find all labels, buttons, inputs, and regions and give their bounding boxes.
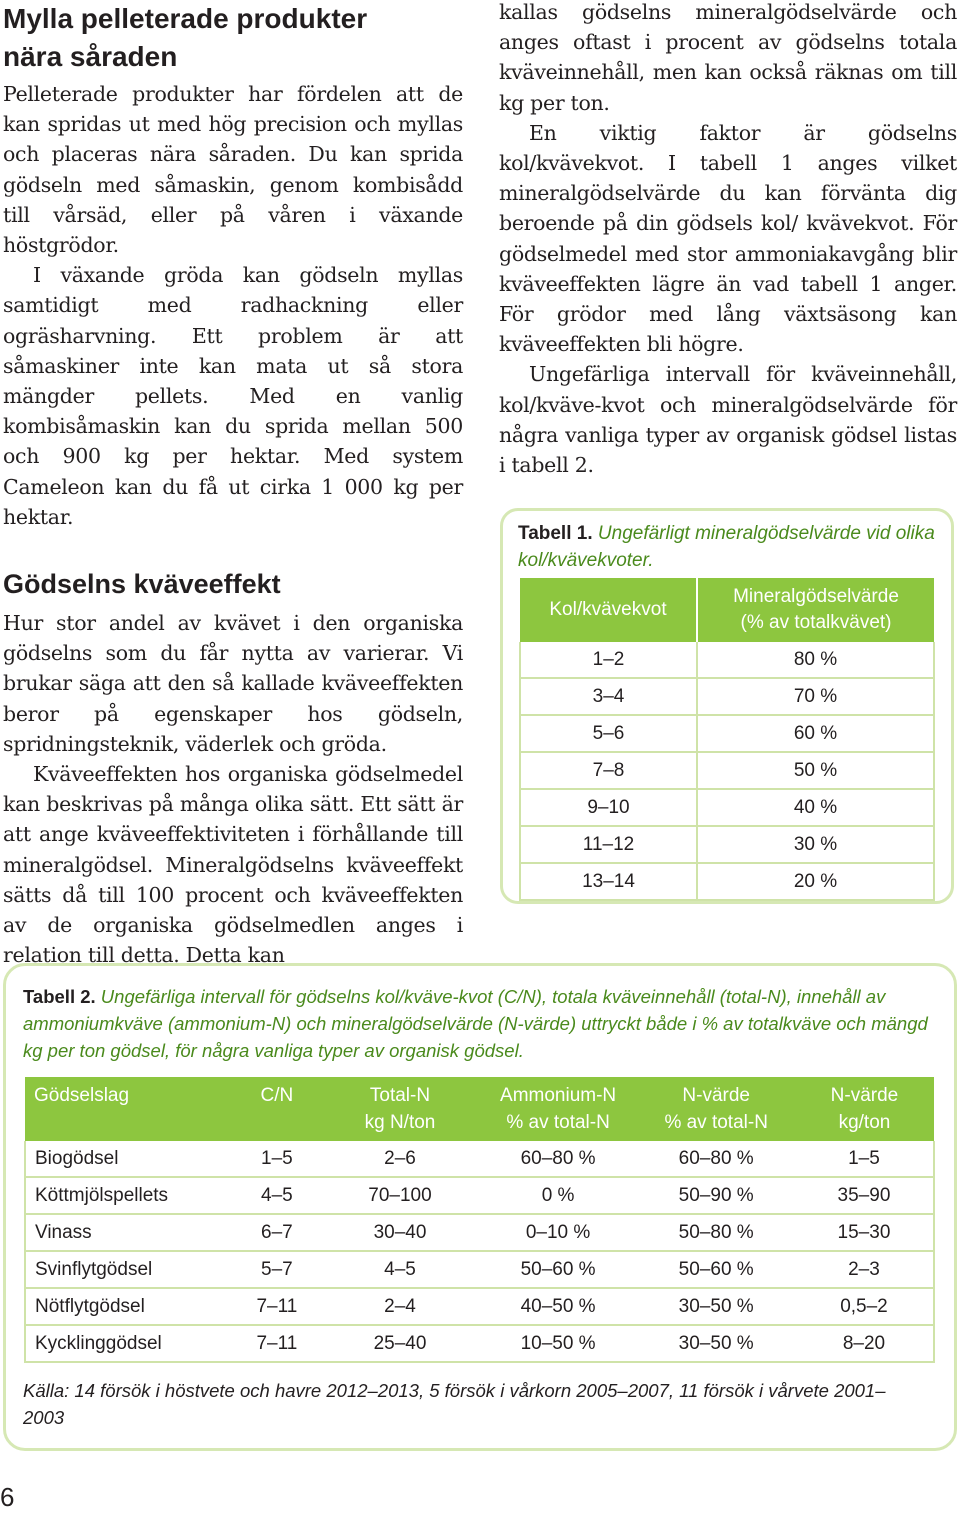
table2-header-cn (233, 1077, 322, 1141)
table2-cell-totaln: 2–4 (321, 1288, 478, 1325)
table2-cell-gods: Biogödsel (25, 1141, 233, 1177)
table2-cell-cn: 5–7 (233, 1251, 322, 1288)
table1-caption (518, 520, 938, 574)
table1-row (520, 752, 934, 789)
table2-cell-ammonium: 50–60 % (479, 1251, 638, 1288)
table2-header-line2: kg N/ton (364, 1112, 436, 1133)
table2-cell-cn: 4–5 (233, 1177, 322, 1214)
paragraph-pellets: Pelleterade produkter har fördelen att de kan spridas ut med hög precision och myllas och placeras nära såraden. Du kan sprida gödseln med såmaskin, genom kombisådd till vårsäd, eller på våren i växande höstgrödor. (3, 82, 463, 258)
table2-cell-nvarde-pct: 50–90 % (637, 1177, 795, 1214)
table1-cell-kvot: 11–12 (520, 826, 697, 863)
table2-row (25, 1251, 934, 1288)
table2-cell-totaln: 25–40 (321, 1325, 478, 1362)
table2-cell-gods: Vinass (25, 1214, 233, 1251)
table2-body (25, 1141, 934, 1362)
left-column (3, 0, 463, 970)
table2-cell-nvarde-kg: 15–30 (795, 1214, 934, 1251)
table1-cell-varde: 50 % (697, 752, 934, 789)
paragraph-kvaveeffekten: Kväveeffekten hos organiska gödselmedel kan beskrivas på många olika sätt. Ett sätt är att ange kväveeffektiviteten i förhållande till mineralgödsel. Mineralgödselns kväveeffekt sätts då till 100 procent och kväveeffekten av de organiska gödselmedlen anges i relation till detta. Detta kan (3, 762, 463, 968)
table2-cell-nvarde-kg: 2–3 (795, 1251, 934, 1288)
table1-cell-kvot: 3–4 (520, 678, 697, 715)
table1 (519, 578, 935, 901)
table2-cell-totaln: 2–6 (321, 1141, 478, 1177)
table1-row (520, 715, 934, 752)
table2-caption (23, 983, 943, 1064)
title-line-2: nära såraden (3, 41, 178, 72)
table1-cell-kvot: 9–10 (520, 789, 697, 826)
paragraph-kolkvave: En viktig faktor är gödselns kol/kvävekvot. I tabell 1 anges vilket mineralgödselvärde du kan förvänta dig beroende på din gödsels kol/ kvävekvot. För gödselmedel med stor ammoniakavgång blir kväveeffekten lägre än vad tabell 1 anger. För grödor med lång växtsäsong kan kväveeffekten bli högre. (499, 120, 957, 357)
table2-cell-nvarde-pct: 30–50 % (637, 1288, 795, 1325)
table2-row (25, 1141, 934, 1177)
table2-cell-gods: Kycklinggödsel (25, 1325, 233, 1362)
article-title (3, 0, 463, 76)
table1-caption-label: Tabell 1. (518, 523, 593, 544)
table2-cell-ammonium: 10–50 % (479, 1325, 638, 1362)
table2-cell-gods: Köttmjölspellets (25, 1177, 233, 1214)
table2-row (25, 1288, 934, 1325)
table1-cell-varde: 70 % (697, 678, 934, 715)
table2-header-line2: kg/ton (838, 1112, 891, 1133)
table2-cell-totaln: 4–5 (321, 1251, 478, 1288)
table2-cell-totaln: 30–40 (321, 1214, 478, 1251)
table2-caption-text: Ungefärliga intervall för gödselns kol/kväve-kvot (C/N), totala kväveinnehåll (total-N), innehåll av ammoniumkväve (ammonium-N) och mineralgödselvärde (N-värde) uttryckt både i % av totalkväve och mängd kg per ton gödsel, för några vanliga typer av organisk gödsel. (23, 986, 928, 1061)
table2-header-line1: N-värde (830, 1085, 899, 1106)
section-heading-kvaveeffekt: Gödselns kväveeffekt (3, 569, 281, 600)
table1-row (520, 642, 934, 678)
paragraph-continued: kallas gödselns mineralgödselvärde och anges oftast i procent av gödselns totala kväveinnehåll, men kan också räknas om till kg per ton. (499, 0, 957, 115)
table2-cell-ammonium: 60–80 % (479, 1141, 638, 1177)
table1-cell-varde: 80 % (697, 642, 934, 678)
table2-header-gods (25, 1077, 233, 1141)
table2-header-line1: Ammonium-N (500, 1085, 617, 1106)
table1-cell-kvot: 7–8 (520, 752, 697, 789)
table2-cell-ammonium: 40–50 % (479, 1288, 638, 1325)
table2-header-line1: Gödselslag (34, 1085, 130, 1106)
table1-cell-varde: 30 % (697, 826, 934, 863)
table2-cell-nvarde-kg: 35–90 (795, 1177, 934, 1214)
table1-cell-kvot: 5–6 (520, 715, 697, 752)
table2-header-line1: C/N (260, 1085, 294, 1106)
table2-cell-cn: 7–11 (233, 1325, 322, 1362)
table1-row (520, 678, 934, 715)
table1-cell-varde: 40 % (697, 789, 934, 826)
table2-row (25, 1325, 934, 1362)
table2-cell-nvarde-kg: 8–20 (795, 1325, 934, 1362)
table2-header-line2: % av total-N (506, 1112, 610, 1133)
title-line-1: Mylla pelleterade produkter (3, 3, 368, 34)
table2-cell-cn: 7–11 (233, 1288, 322, 1325)
table2-cell-nvarde-pct: 60–80 % (637, 1141, 795, 1177)
table2 (24, 1077, 935, 1363)
table2-row (25, 1214, 934, 1251)
table2-header-row (25, 1077, 934, 1141)
table1-cell-kvot: 13–14 (520, 863, 697, 900)
table1-row (520, 826, 934, 863)
table2-header-nvarde-pct (637, 1077, 795, 1141)
table2-cell-gods: Svinflytgödsel (25, 1251, 233, 1288)
table2-cell-nvarde-kg: 1–5 (795, 1141, 934, 1177)
table1-cell-varde: 20 % (697, 863, 934, 900)
table2-cell-gods: Nötflytgödsel (25, 1288, 233, 1325)
table2-cell-totaln: 70–100 (321, 1177, 478, 1214)
table2-cell-nvarde-kg: 0,5–2 (795, 1288, 934, 1325)
table2-header-ammonium (479, 1077, 638, 1141)
table2-header-line1: Total-N (369, 1085, 431, 1106)
table2-row (25, 1177, 934, 1214)
table2-cell-cn: 1–5 (233, 1141, 322, 1177)
table2-header-line1: N-värde (682, 1085, 750, 1106)
table1-cell-kvot: 1–2 (520, 642, 697, 678)
paragraph-mylla: I växande gröda kan gödseln myllas samtidigt med radhackning eller ogräsharvning. Ett problem är att såmaskiner inte kan mata ut så stora mängder pellets. Med en vanlig kombisåmaskin kan du sprida mellan 500 och 900 kg per hektar. Med system Cameleon kan du få ut cirka 1 000 kg per hektar. (3, 263, 463, 529)
table1-cell-varde: 60 % (697, 715, 934, 752)
table1-header-varde (697, 578, 934, 642)
table2-source: Källa: 14 försök i höstvete och havre 2012–2013, 5 försök i vårkorn 2005–2007, 11 försök i vårvete 2001–2003 (23, 1380, 886, 1428)
table1-header-varde-line1: Mineralgödselvärde (733, 586, 899, 607)
right-column (499, 0, 957, 480)
table1-row (520, 789, 934, 826)
paragraph-intervall: Ungefärliga intervall för kväveinnehåll, kol/kväve-kvot och mineralgödselvärde för några vanliga typer av organisk gödsel listas i tabell 2. (499, 362, 957, 478)
table2-cell-ammonium: 0–10 % (479, 1214, 638, 1251)
table2-cell-ammonium: 0 % (479, 1177, 638, 1214)
table2-cell-nvarde-pct: 50–60 % (637, 1251, 795, 1288)
table1-row (520, 863, 934, 900)
table2-cell-cn: 6–7 (233, 1214, 322, 1251)
page-number: 6 (0, 1482, 15, 1512)
table1-header-kvot: Kol/kvävekvot (520, 578, 697, 642)
table2-cell-nvarde-pct: 30–50 % (637, 1325, 795, 1362)
table2-header-nvarde-kg (795, 1077, 934, 1141)
table1-caption-text: Ungefärligt mineralgödselvärde vid olika kol/kvävekvoter. (518, 523, 935, 571)
table2-cell-nvarde-pct: 50–80 % (637, 1214, 795, 1251)
table1-body (520, 642, 934, 900)
table1-header-varde-line2: (% av totalkvävet) (740, 612, 892, 633)
table2-header-totaln (321, 1077, 478, 1141)
table2-header-line2: % av total-N (664, 1112, 768, 1133)
table2-caption-label: Tabell 2. (23, 986, 96, 1007)
paragraph-andel: Hur stor andel av kvävet i den organiska gödselns som du får nytta av varierar. Vi brukar säga att den så kallade kväveeffekten beror på egenskaper hos gödseln, spridningsteknik, väderlek och gröda. (3, 611, 463, 756)
